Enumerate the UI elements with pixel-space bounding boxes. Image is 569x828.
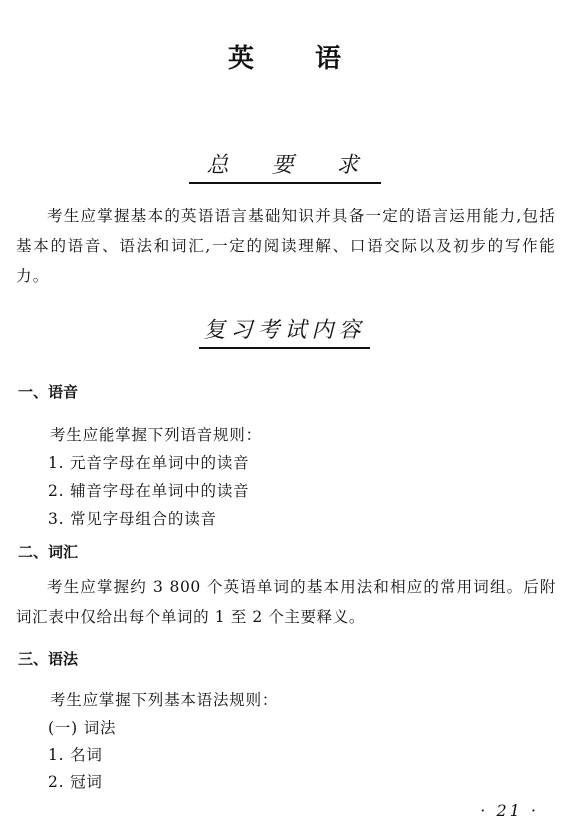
review-content-heading (0, 313, 569, 349)
pronunciation-heading: 一、语音 (18, 383, 79, 401)
pronunciation-item: 2. 辅音字母在单词中的读音 (48, 482, 250, 500)
page-number: · 21 · (480, 801, 539, 820)
grammar-heading: 三、语法 (18, 650, 79, 668)
grammar-intro: 考生应掌握下列基本语法规则： (50, 691, 279, 709)
general-requirements-heading (0, 148, 569, 184)
general-requirements-heading-text: 总 要 求 (189, 148, 381, 184)
pronunciation-item: 3. 常见字母组合的读音 (48, 510, 217, 528)
review-content-heading-text: 复习考试内容 (199, 313, 369, 349)
grammar-item: 2. 冠词 (48, 773, 103, 791)
grammar-subheading: (一) 词法 (48, 719, 117, 737)
general-requirements-paragraph: 考生应掌握基本的英语语言基础知识并具备一定的语言运用能力,包括基本的语音、语法和词汇,一定的阅读理解、口语交际以及初步的写作能力。 (16, 207, 556, 285)
grammar-item: 1. 名词 (48, 746, 103, 764)
vocabulary-heading: 二、词汇 (18, 543, 79, 561)
vocabulary-paragraph: 考生应掌握约 3 800 个英语单词的基本用法和相应的常用词组。后附词汇表中仅给出每个单词的 1 至 2 个主要释义。 (16, 578, 556, 626)
pronunciation-intro: 考生应能掌握下列语音规则： (50, 426, 262, 444)
page-title: 英 语 (227, 44, 368, 74)
pronunciation-item: 1. 元音字母在单词中的读音 (48, 454, 250, 472)
